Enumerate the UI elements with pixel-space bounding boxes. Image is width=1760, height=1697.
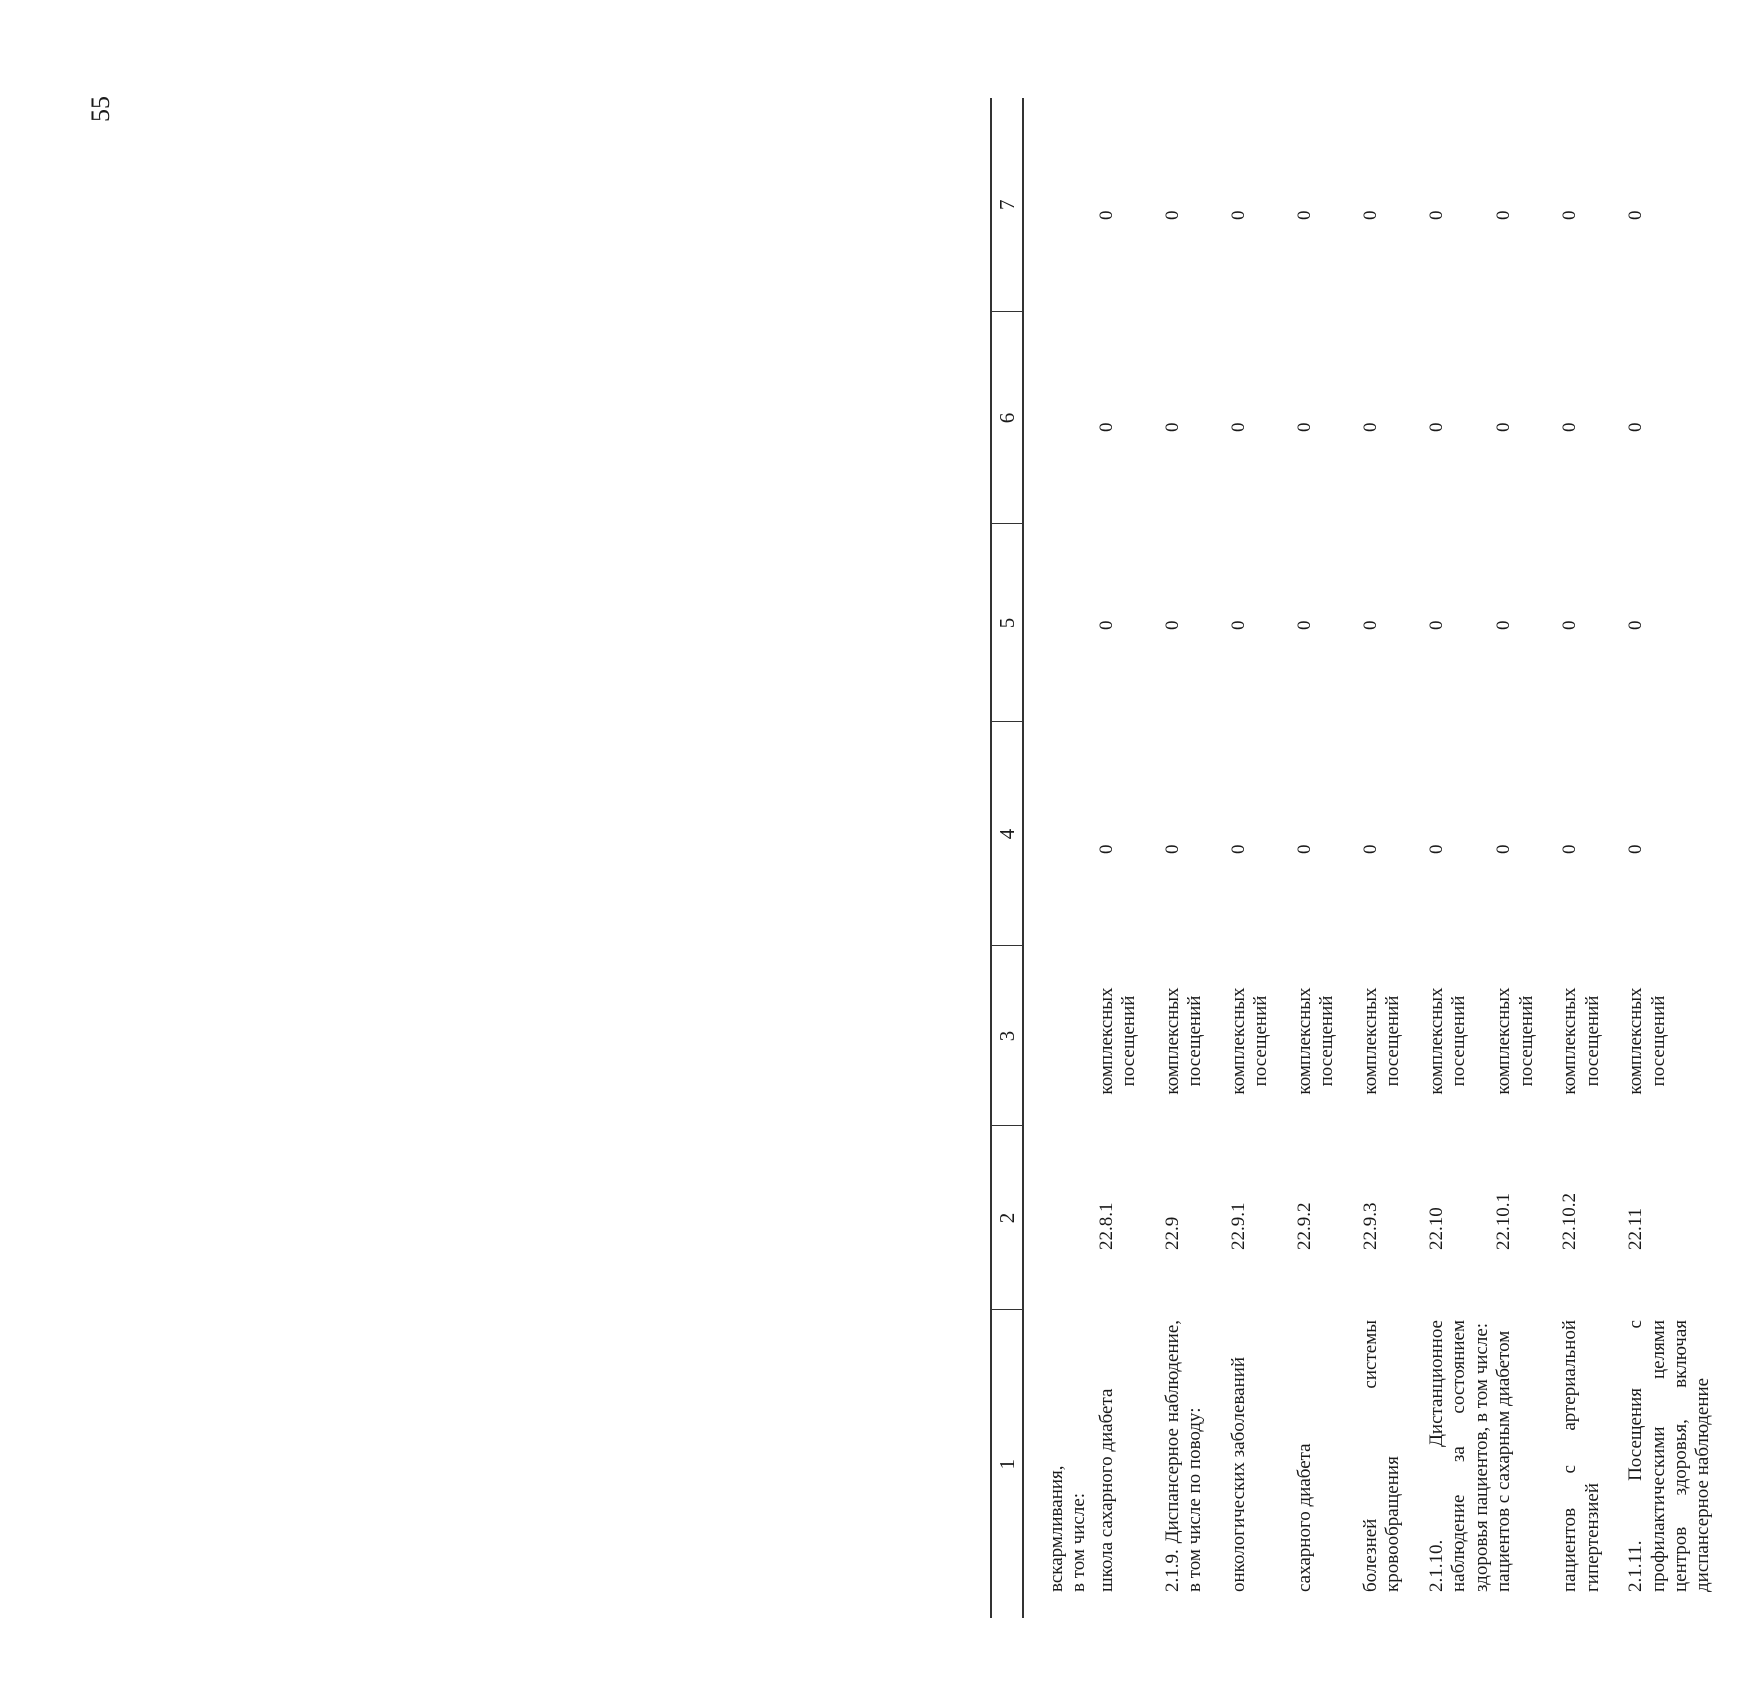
value-cell: 0	[1426, 620, 1447, 630]
row-unit-cell: комплексных посещений	[1294, 987, 1338, 1095]
value-cell: 0	[1426, 422, 1447, 432]
value-cell: 0	[1228, 422, 1249, 432]
row-code-cell: 22.10	[1426, 1207, 1447, 1250]
row-code-cell: 22.8.1	[1096, 1202, 1117, 1250]
row-code-cell: 22.9.1	[1228, 1202, 1249, 1250]
row-code-cell: 22.9	[1162, 1216, 1183, 1250]
value-cell: 0	[1625, 422, 1647, 432]
table-row	[1493, 98, 1559, 1618]
row-name-cell: пациентов с артериальной гипертензией	[1559, 1320, 1603, 1592]
row-code-cell: 22.10.2	[1559, 1193, 1581, 1250]
value-cell: 0	[1294, 422, 1315, 432]
value-cell: 0	[1228, 620, 1249, 630]
value-cell: 0	[1360, 422, 1381, 432]
value-cell: 0	[1559, 844, 1581, 854]
value-cell: 0	[1559, 210, 1581, 220]
row-unit-cell: комплексных посещений	[1625, 987, 1669, 1095]
value-cell: 0	[1493, 210, 1515, 220]
value-cell: 0	[1162, 422, 1183, 432]
header-cell: 6	[991, 312, 1023, 524]
row-unit-cell: комплексных посещений	[1559, 987, 1603, 1095]
row-name-cell: сахарного диабета	[1294, 1443, 1315, 1592]
table-row	[1023, 98, 1096, 1618]
value-cell: 0	[1294, 620, 1315, 630]
row-unit-cell: комплексных посещений	[1162, 987, 1206, 1095]
value-cell: 0	[1228, 844, 1249, 854]
value-cell: 0	[1294, 844, 1315, 854]
value-cell: 0	[1625, 620, 1647, 630]
value-cell: 0	[1360, 620, 1381, 630]
value-cell: 0	[1360, 844, 1381, 854]
row-code-cell: 22.9.3	[1360, 1202, 1381, 1250]
value-cell	[1023, 312, 1096, 524]
value-cell: 0	[1096, 422, 1117, 432]
table-row	[1426, 98, 1493, 1618]
row-unit-cell: комплексных посещений	[1426, 987, 1470, 1095]
row-name-cell: болезней системы кровообращения	[1360, 1320, 1404, 1592]
value-cell: 0	[1162, 844, 1183, 854]
rotated-table-page	[990, 98, 1760, 1618]
header-cell: 4	[991, 722, 1023, 946]
header-cell: 7	[991, 98, 1023, 312]
table-row	[1294, 98, 1360, 1618]
row-code-cell: 22.9.2	[1294, 1202, 1315, 1250]
table-row	[1559, 98, 1625, 1618]
row-code-cell: 22.11	[1625, 1207, 1647, 1250]
row-name-cell: 2.1.10. Дистанционное наблюдение за состоянием здоровья пациентов, в том числе:	[1426, 1320, 1492, 1592]
value-cell: 0	[1162, 620, 1183, 630]
row-name-cell: 2.1.11. Посещения с профилактическими целями центров здоровья, включая диспансерное наблюдение	[1625, 1320, 1714, 1592]
table-row	[1096, 98, 1162, 1618]
value-cell: 0	[1096, 844, 1117, 854]
value-cell: 0	[1625, 210, 1647, 220]
value-cell: 0	[1228, 210, 1249, 220]
header-cell: 1	[991, 1310, 1023, 1618]
value-cell: 0	[1096, 210, 1117, 220]
row-name-cell: пациентов с сахарным диабетом	[1493, 1330, 1515, 1592]
table-row	[1228, 98, 1294, 1618]
row-code-cell	[1023, 1126, 1096, 1310]
value-cell: 0	[1559, 422, 1581, 432]
value-cell: 0	[1625, 844, 1647, 854]
row-unit-cell: комплексных посещений	[1360, 987, 1404, 1095]
value-cell: 0	[1096, 620, 1117, 630]
data-table	[990, 98, 1715, 1618]
value-cell	[1023, 722, 1096, 946]
value-cell: 0	[1559, 620, 1581, 630]
header-cell: 3	[991, 946, 1023, 1126]
table-row	[1625, 98, 1715, 1618]
value-cell: 0	[1493, 844, 1515, 854]
value-cell	[1023, 98, 1096, 312]
value-cell: 0	[1493, 620, 1515, 630]
page-number: 55	[86, 96, 115, 122]
row-name-cell: школа сахарного диабета	[1096, 1388, 1117, 1592]
header-cell: 5	[991, 524, 1023, 722]
value-cell: 0	[1360, 210, 1381, 220]
table-row	[1162, 98, 1228, 1618]
value-cell: 0	[1294, 210, 1315, 220]
row-name-cell: 2.1.9. Диспансерное наблюдение, в том числе по поводу:	[1162, 1320, 1206, 1592]
row-unit-cell: комплексных посещений	[1228, 987, 1272, 1095]
table-row	[1360, 98, 1426, 1618]
row-name-cell: онкологических заболеваний	[1228, 1356, 1249, 1592]
row-code-cell: 22.10.1	[1493, 1193, 1515, 1250]
value-cell: 0	[1162, 210, 1183, 220]
value-cell: 0	[1426, 844, 1447, 854]
row-unit-cell	[1023, 946, 1096, 1126]
value-cell: 0	[1493, 422, 1515, 432]
row-unit-cell: комплексных посещений	[1096, 987, 1140, 1095]
header-cell: 2	[991, 1126, 1023, 1310]
header-row	[991, 98, 1023, 1618]
value-cell	[1023, 524, 1096, 722]
row-name-cell: вскармливания, в том числе:	[1046, 1465, 1090, 1592]
value-cell: 0	[1426, 210, 1447, 220]
row-unit-cell: комплексных посещений	[1493, 987, 1537, 1095]
